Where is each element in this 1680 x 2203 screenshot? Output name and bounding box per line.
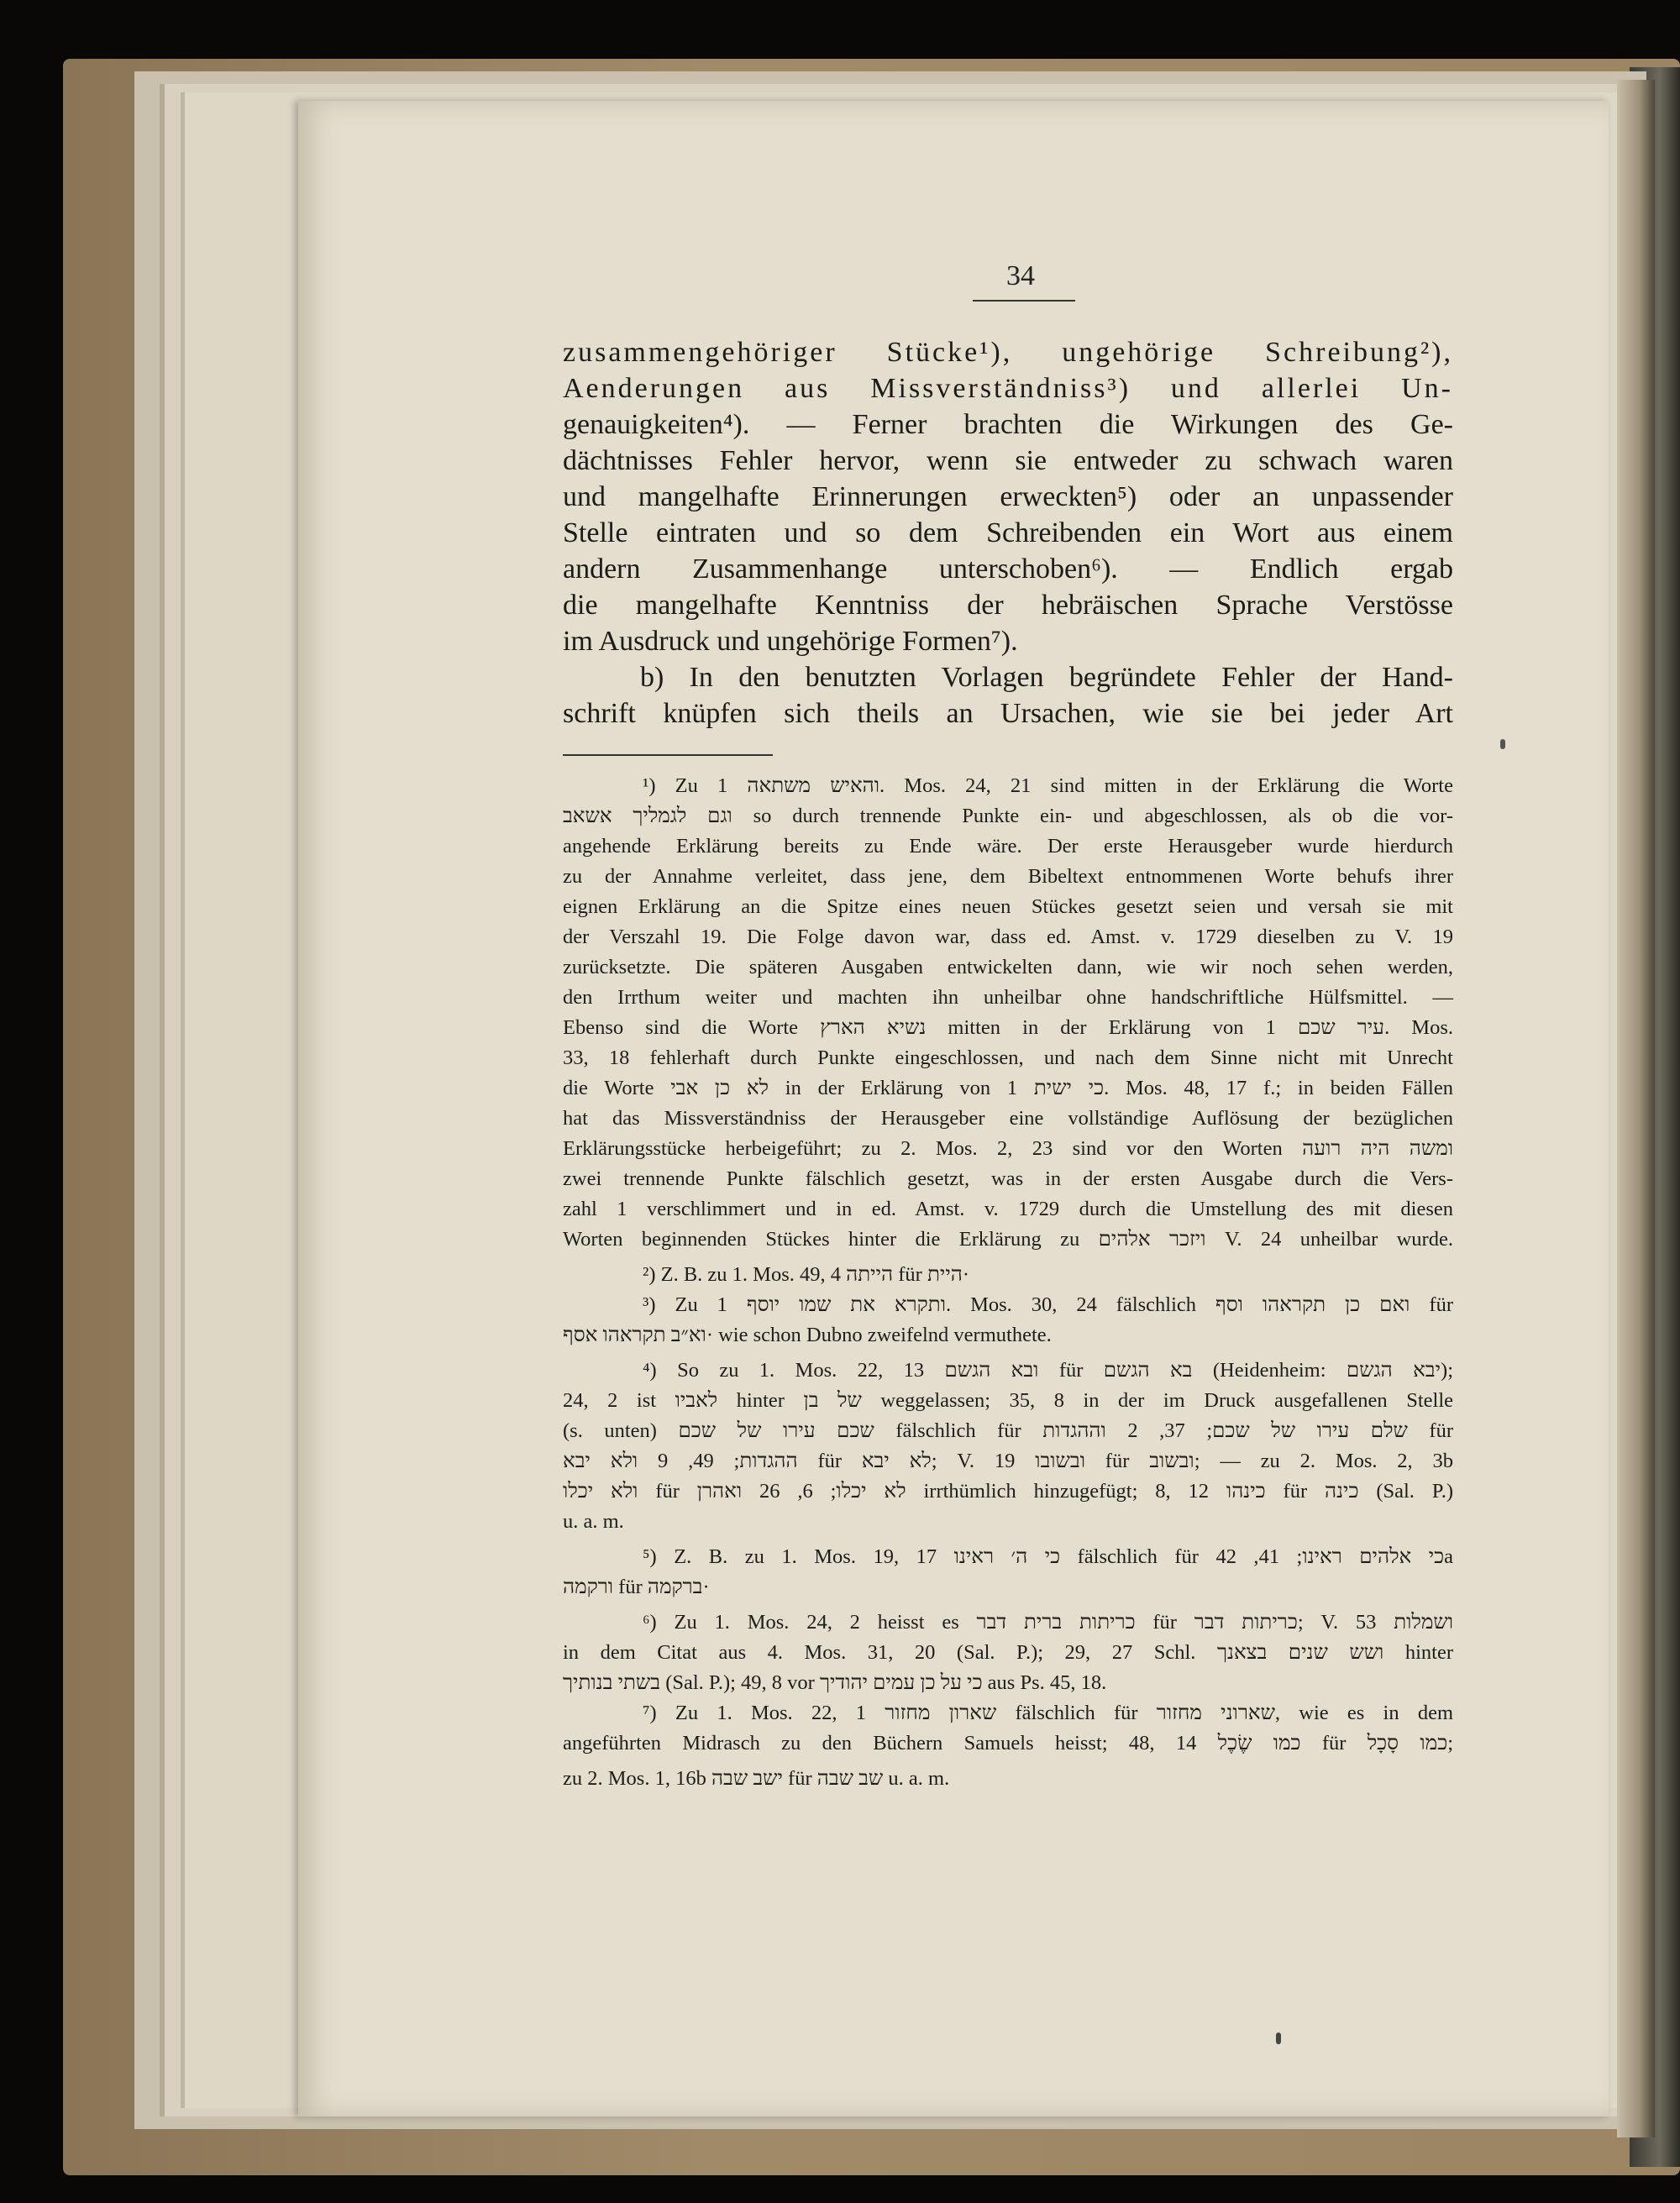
footnote-line: zahl 1 verschlimmert und in ed. Amst. v. 1729 durch die Umstellung des mit diesen xyxy=(563,1198,1453,1220)
main-text-line: b) In den benutzten Vorlagen begründete Fehler der Hand- xyxy=(640,662,1453,693)
footnote-line: angehende Erklärung bereits zu Ende wäre. Der erste Herausgeber wurde hierdurch xyxy=(563,835,1453,858)
footnote-line: ⁷) Zu 1. Mos. 22, 1 שארון מחזור fälschlich für שארוני מחזור, wie es in dem xyxy=(643,1702,1453,1724)
footnote-line: hat das Missverständniss der Herausgeber eine vollständige Auflösung der bezüglichen xyxy=(563,1107,1453,1130)
footnote-line: ⁴) So zu 1. Mos. 22, 13 ובא הגשם für בא הגשם (Heidenheim: יבא הגשם); xyxy=(643,1359,1454,1382)
page-number-rule xyxy=(973,300,1075,302)
footnote-line: zurücksetzte. Die späteren Ausgaben entwickelten dann, wie wir noch sehen werden, xyxy=(563,956,1453,978)
footnote-line: zwei trennende Punkte fälschlich gesetzt, was in der ersten Ausgabe durch die Vers- xyxy=(563,1167,1453,1190)
footnote-line: ⁶) Zu 1. Mos. 24, 2 heisst es כריתות ברית דבר für כריתות דבר; V. 53 ושמלות xyxy=(643,1611,1454,1634)
main-text-line: und mangelhafte Erinnerungen erweckten⁵) oder an unpassender xyxy=(563,481,1453,512)
footnote-line: die Worte לא כן אבי in der Erklärung von כי ישית 1. Mos. 48, 17 f.; in beiden Fällen xyxy=(563,1077,1453,1099)
footnote-line: Erklärungsstücke herbeigeführt; zu 2. Mos. 2, 23 sind vor den Worten ומשה היה רועה xyxy=(563,1137,1453,1160)
footnote-line: zu 2. Mos. 1, 16b ישב שבה für שב שבה u. a. m. xyxy=(563,1767,950,1790)
footnote-line: ולא יכלו für לא יכלו; 6, 26 ואהרן irrthümlich hinzugefügt; 8, 12 כינהו für כינה (Sal. P.) xyxy=(563,1480,1453,1503)
page-mark xyxy=(1276,2033,1281,2044)
main-text-line: schrift knüpfen sich theils an Ursachen, wie sie bei jeder Art xyxy=(563,698,1453,729)
footnote-line: u. a. m. xyxy=(563,1510,624,1533)
main-text-line: zusammengehöriger Stücke¹), ungehörige Schreibung²), xyxy=(563,337,1453,368)
page-gutter xyxy=(1617,80,1655,2137)
footnote-line: der Verszahl 19. Die Folge davon war, dass ed. Amst. v. 1729 dieselben zu V. 19 xyxy=(563,926,1453,948)
main-text-line: genauigkeiten⁴). — Ferner brachten die Wirkungen des Ge- xyxy=(563,409,1453,440)
main-text-line: Aenderungen aus Missverständniss³) und allerlei Un- xyxy=(563,373,1453,404)
footnote-line: ¹) Zu והאיש משתאה 1. Mos. 24, 21 sind mitten in der Erklärung die Worte xyxy=(643,774,1453,797)
main-text-line: andern Zusammenhange unterschoben⁶). — Endlich ergab xyxy=(563,553,1453,585)
footnote-line: Worten beginnenden Stückes hinter die Erklärung zu ויזכר אלהים V. 24 unheilbar wurde. xyxy=(563,1228,1453,1251)
footnote-line: in dem Citat aus 4. Mos. 31, 20 (Sal. P.); 29, 27 Schl. ושש שנים בצאנך hinter xyxy=(563,1641,1453,1664)
footnote-separator xyxy=(563,754,773,756)
footnote-line: ⁵) Z. B. zu 1. Mos. 19, 17 כי ה׳ ראינו fälschlich für כי אלהים ראינו; 41, 42a xyxy=(643,1545,1454,1568)
footnote-line: 24, 2 ist לאביו hinter של בן weggelassen; 35, 8 in der im Druck ausgefallenen Stelle xyxy=(563,1389,1454,1412)
footnote-line: וא״ב תקראהו אסף· wie schon Dubno zweifelnd vermuthete. xyxy=(563,1324,1052,1346)
footnote-line: ²) Z. B. zu 1. Mos. 49, 4 הייתה für היית· xyxy=(643,1263,970,1286)
main-text-line: im Ausdruck und ungehörige Formen⁷). xyxy=(563,626,1018,657)
footnote-line: בשתי בנותיך (Sal. P.); 49, 8 vor כי על כן עמים יהודיך aus Ps. 45, 18. xyxy=(563,1671,1107,1694)
main-text-line: dächtnisses Fehler hervor, wenn sie entweder zu schwach waren xyxy=(563,445,1453,476)
footnote-line: angeführten Midrasch zu den Büchern Samuels heisst; 48, 14 כמו שֶׂכֶל für כמו סָכָל; xyxy=(563,1732,1453,1755)
main-text-line: die mangelhafte Kenntniss der hebräischen Sprache Verstösse xyxy=(563,590,1453,621)
page-mark xyxy=(1500,739,1505,749)
footnote-line: 33, 18 fehlerhaft durch Punkte eingeschlossen, und nach dem Sinne nicht mit Unrecht xyxy=(563,1046,1453,1069)
footnote-line: zu der Annahme verleitet, dass jene, dem Bibeltext entnommenen Worte behufs ihrer xyxy=(563,865,1453,888)
main-text-line: Stelle eintraten und so dem Schreibenden ein Wort aus einem xyxy=(563,517,1453,548)
footnote-line: ורקמה für ברקמה· xyxy=(563,1576,710,1598)
footnote-line: (s. unten) שכם עירו של שכם fälschlich für שלם עירו של שכם; 37, 2 וההגדות für xyxy=(563,1419,1453,1442)
footnote-line: Ebenso sind die Worte נשיא הארץ mitten in der Erklärung von עיר שכם 1. Mos. xyxy=(563,1016,1453,1039)
page-number: 34 xyxy=(1006,260,1035,291)
footnote-line: eignen Erklärung an die Spitze eines neuen Stückes gesetzt seien und versah sie mit xyxy=(563,895,1453,918)
footnote-line: ההגדות; 49, 9 ולא יבא für לא יבא; V. 19 ובשובו für ובשוב; — zu 2. Mos. 2, 3b xyxy=(563,1450,1454,1472)
footnote-line: וגם לגמליך אשאב so durch trennende Punkte ein- und abgeschlossen, als ob die vor- xyxy=(563,805,1453,827)
footnote-line: den Irrthum weiter und machten ihn unheilbar ohne handschriftliche Hülfsmittel. — xyxy=(563,986,1453,1009)
footnote-line: ³) Zu ותקרא את שמו יוסף 1. Mos. 30, 24 fälschlich ואם כן תקראהו וסף für xyxy=(643,1293,1453,1316)
